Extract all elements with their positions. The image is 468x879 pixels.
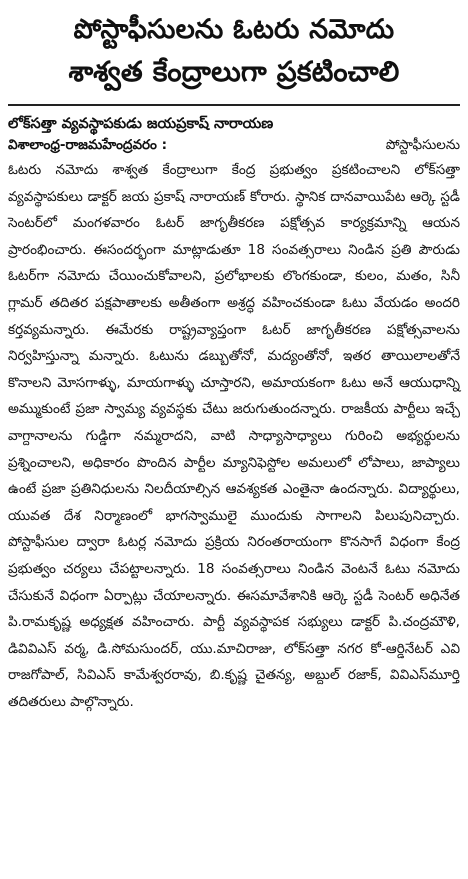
article-body [8, 157, 460, 715]
headline [8, 10, 460, 94]
dateline [8, 135, 460, 155]
byline: లోక్‌సత్తా వ్యవస్థాపకుడు జయప్రకాష్ నారాయణ [8, 116, 274, 132]
dateline-place: విశాలాంధ్ర-రాజమహేంద్రవరం : [8, 137, 167, 153]
headline-line-2: శాశ్వత కేంద్రాలుగా ప్రకటించాలి [68, 55, 400, 88]
headline-divider [8, 104, 460, 106]
dateline-lead: పోస్టాఫీసులను [385, 137, 460, 153]
headline-line-1: పోస్టాఫీసులను ఓటరు నమోదు [73, 14, 395, 45]
article-paragraph: ఓటరు నమోదు శాశ్వత కేంద్రాలుగా కేంద్ర ప్రభుత్వం ప్రకటించాలని లోక్‌సత్తా వ్యవస్థాపకులు డాక్టర్ జయ ప్రకాష్ నారాయణ్ కోరారు. స్థానిక దానవాయిపేట ఆర్కె స్టడీ సెంటర్‌లో మంగళవారం ఓటర్ జాగృతీకరణ పక్షోత్సవ కార్యక్రమాన్ని ఆయన ప్రారంభించారు. ఈసందర్భంగా మాట్లాడుతూ 18 సంవత్సరాలు నిండిన ప్రతి పౌరుడు ఓటర్‌గా నమోదు చేయించుకోవాలని, ప్రలోభాలకు లొంగకుండా, కులం, మతం, సినీ గ్లామర్ తదితర పక్షపాతాలకు అతీతంగా అశ్రద్ధ వహించకుండా ఓటు వేయడం అందరి కర్తవ్యమన్నారు. ఈమేరకు రాష్ట్రవ్యాప్తంగా ఓటర్ జాగృతీకరణ పక్షోత్సవాలను నిర్వహిస్తున్నా మన్నారు. ఓటును డబ్బుతోనో, మద్యంతోనో, ఇతర తాయిలాలతోనే కొనాలని మోసగాళ్ళు, మాయగాళ్ళు చూస్తారని, అమాయకంగా ఓటు అనే ఆయుధాన్ని అమ్ముకుంటే ప్రజా స్వామ్య వ్యవస్థకు చేటు జరుగుతుందన్నారు. రాజకీయ పార్టీలు ఇచ్చే వాగ్దానాలను గుడ్డిగా నమ్మరాదని, వాటి సాధ్యాసాధ్యాలు గురించి అభ్యర్థులను ప్రశ్నించాలని, అధికారం పొందిన పార్టీల మ్యానిఫెస్టోల అమలులో లోపాలు, జాప్యాలు ఉంటే ప్రజా ప్రతినిధులను నిలదీయాల్సిన ఆవశ్యకత ఎంతైనా ఉందన్నారు. విద్యార్థులు, యువత దేశ నిర్మాణంలో భాగస్వాములై ముందుకు సాగాలని పిలుపునిచ్చారు. పోస్టాఫీసుల ద్వారా ఓటర్ల నమోదు ప్రక్రియ నిరంతరాయంగా కొనసాగే విధంగా కేంద్ర ప్రభుత్వం చర్యలు చేపట్టాలన్నారు. 18 సంవత్సరాలు నిండిన వెంటనే ఓటు నమోదు చేసుకునే విధంగా ఏర్పాట్లు చేయాలన్నారు. ఈసమావేశానికి ఆర్కె స్టడీ సెంటర్ అధినేత పి.రామకృష్ణ అధ్యక్షత వహించారు. పార్టీ వ్యవస్థాపక సభ్యులు డాక్టర్ పి.చంద్రమౌళి, డివివిఎస్ వర్మ, డి.సోమసుందర్, యు.మాచిరాజు, లోక్‌సత్తా నగర కో-ఆర్డినేటర్ ఎవి రాజగోపాల్, సివిఎస్ కామేశ్వరరావు, బి.కృష్ణ చైతన్య, అబ్దుల్ రజాక్, వివిఎస్‌మూర్తి తదితరులు పాల్గొన్నారు. [8, 162, 460, 710]
